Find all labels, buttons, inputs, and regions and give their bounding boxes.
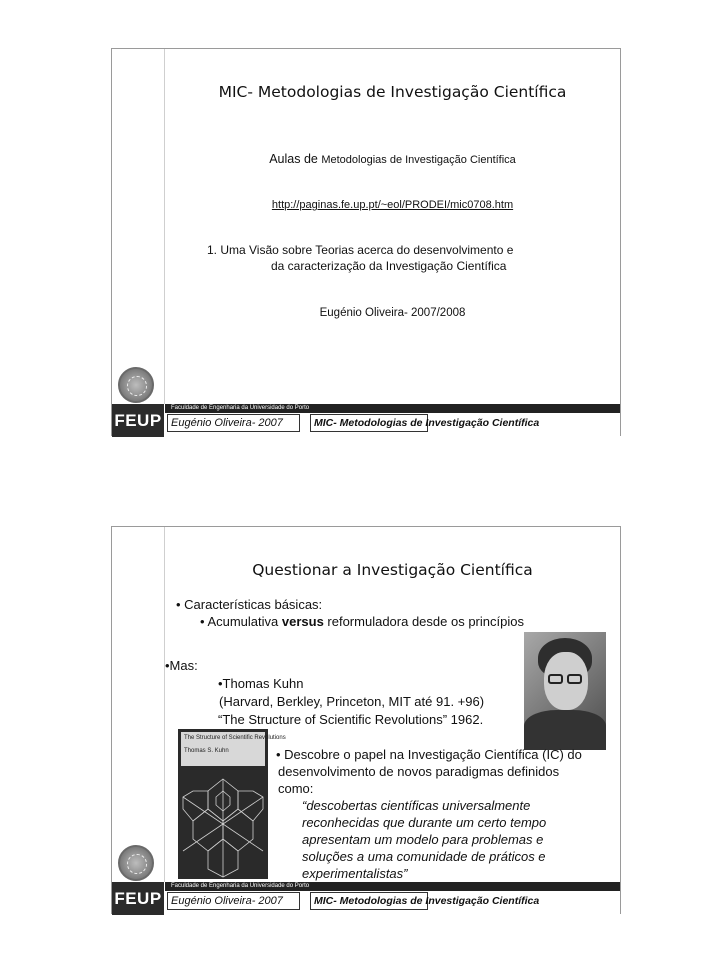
faculty-bar: Faculdade de Engenharia da Universidade do Porto — [165, 882, 620, 891]
thomas-kuhn-photo — [524, 632, 606, 742]
sub-bullet-cumulative — [200, 614, 524, 630]
quote-line-4: soluções a uma comunidade de práticos e — [302, 849, 546, 864]
course-line — [165, 152, 620, 166]
description-line-1: • Descobre o papel na Investigação Científica (IC) do — [276, 747, 582, 762]
feup-logo: FEUP — [112, 404, 164, 437]
kuhn-affiliations: (Harvard, Berkley, Princeton, MIT até 91. +96) — [219, 694, 485, 709]
quote-line-2: reconhecidas que durante um certo tempo — [302, 815, 547, 830]
kuhn-book-title: “The Structure of Scientific Revolutions” 1962. — [218, 712, 484, 727]
description-line-3: como: — [278, 781, 314, 796]
footer-course: MIC- Metodologias de Investigação Científica — [314, 895, 540, 907]
book-cover-author: Thomas S. Kuhn — [184, 748, 229, 754]
slide-footer — [112, 891, 620, 915]
topic-line-1: 1. Uma Visão sobre Teorias acerca do desenvolvimento e — [207, 243, 514, 257]
quote-line-1: “descobertas científicas universalmente — [302, 798, 531, 813]
description-line-2: desenvolvimento de novos paradigmas definidos — [278, 764, 560, 779]
university-seal-icon — [118, 367, 154, 403]
slide-footer — [112, 413, 620, 437]
sidebar-divider — [164, 527, 165, 882]
versus-emphasis: versus — [281, 614, 324, 629]
footer-course: MIC- Metodologias de Investigação Científica — [314, 417, 540, 429]
feup-logo: FEUP — [112, 882, 164, 915]
book-cover-image — [178, 729, 286, 879]
topic-line-2: da caracterização da Investigação Científica — [271, 259, 507, 273]
quote-line-3: apresentam um modelo para problemas e — [302, 832, 544, 847]
footer-author: Eugénio Oliveira- 2007 — [167, 414, 300, 432]
slide-title: Questionar a Investigação Científica — [252, 561, 533, 579]
course-url-link[interactable]: http://paginas.fe.up.pt/~eol/PRODEI/mic0708.htm — [271, 199, 514, 211]
bullet-characteristics: • Características básicas: — [176, 597, 323, 612]
quote-line-5: experimentalistas” — [302, 866, 408, 881]
bullet-mas: •Mas: — [165, 658, 198, 673]
slide-author: Eugénio Oliveira- 2007/2008 — [319, 307, 466, 319]
slide-1 — [111, 48, 621, 436]
course-prefix: Aulas de — [269, 152, 318, 166]
sidebar-divider — [164, 49, 165, 404]
course-name: Metodologias de Investigação Científica — [321, 154, 516, 166]
slide-title: MIC- Metodologias de Investigação Científica — [218, 83, 567, 101]
sub-bullet-rest: reformuladora desde os princípios — [323, 614, 524, 629]
book-pattern-icon — [178, 729, 286, 879]
sub-bullet-prefix: • Acumulativa — [200, 614, 282, 629]
slide-2 — [111, 526, 621, 914]
book-cover-title: The Structure of Scientific Revolutions — [184, 735, 286, 741]
university-seal-icon — [118, 845, 154, 881]
thomas-kuhn: •Thomas Kuhn — [218, 676, 304, 691]
faculty-bar: Faculdade de Engenharia da Universidade do Porto — [165, 404, 620, 413]
footer-author: Eugénio Oliveira- 2007 — [167, 892, 300, 910]
